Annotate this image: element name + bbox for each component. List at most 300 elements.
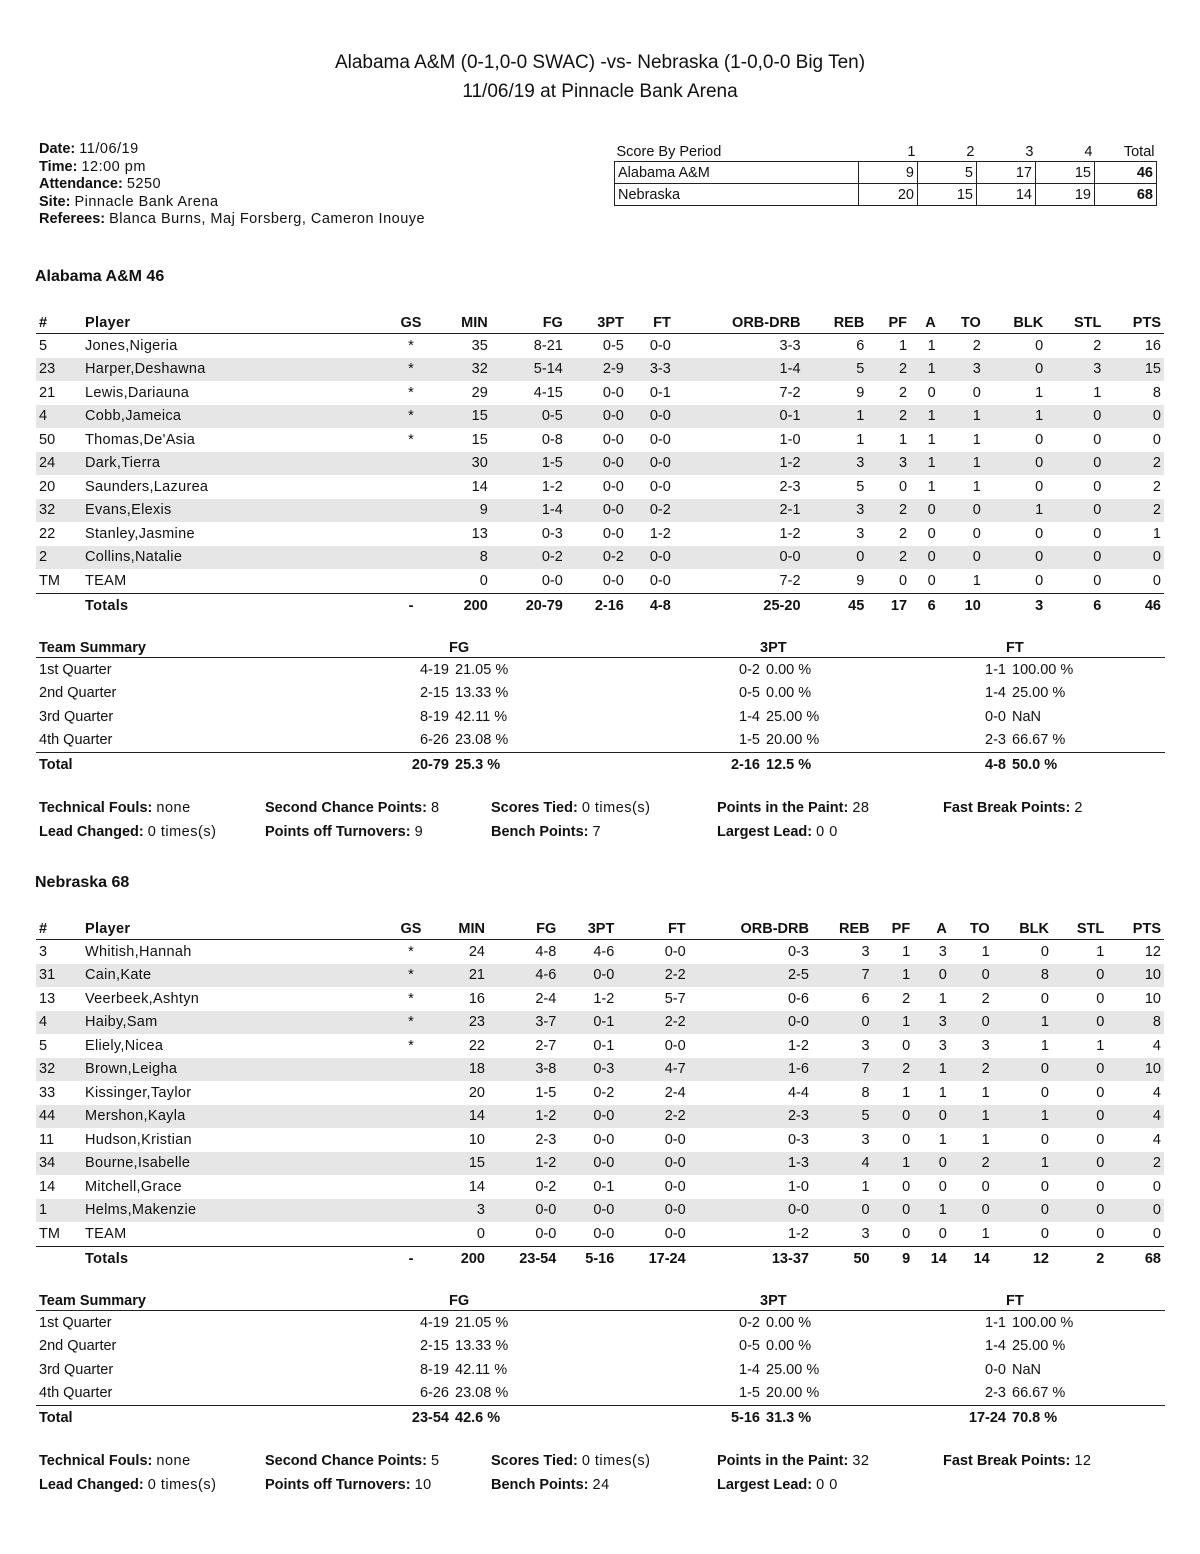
stat-cell: 5-7 — [664, 990, 686, 1007]
stat-cell: * — [408, 431, 414, 448]
stat-cell: 0-0 — [593, 1131, 615, 1148]
summary-cell: 13.33 % — [455, 685, 509, 702]
stat-cell: 0-0 — [649, 572, 671, 589]
stat-cell: 2 — [1152, 478, 1161, 495]
player-name: Evans,Elexis — [82, 499, 388, 523]
stat-cell: 22 — [39, 525, 56, 542]
stat-cell: 0-2 — [627, 499, 674, 523]
player-row — [36, 964, 1164, 988]
summary-cell: 42.11 % — [455, 708, 508, 725]
summary-row — [36, 1335, 1165, 1359]
stat-cell: 1 — [856, 431, 865, 448]
date-line: Date: 11/06/19 — [39, 141, 139, 157]
totals-row — [36, 593, 1164, 618]
stat-cell: 0 — [1152, 1225, 1161, 1242]
stat-cell: 3 — [1046, 358, 1104, 382]
player-name: Kissinger,Taylor — [85, 1084, 192, 1101]
stat-cell: 0 — [984, 546, 1046, 570]
misc-label: Fast Break Points: — [943, 800, 1071, 816]
stat-cell: 0-0 — [689, 1011, 812, 1035]
stat-cell: 15 — [434, 1152, 488, 1176]
stat-cell: 2 — [867, 405, 910, 429]
stat-cell: 0-0 — [617, 1152, 688, 1176]
summary-cell: NaN — [1012, 1361, 1042, 1378]
stat-cell: 0 — [1104, 546, 1164, 570]
stat-cell — [388, 546, 434, 570]
stat-cell: 21 — [434, 964, 488, 988]
player-name: Eliely,Nicea — [85, 1037, 164, 1054]
stat-cell: 3 — [39, 943, 48, 960]
summary-cell: 25.3 % — [449, 753, 645, 777]
total-cell — [36, 593, 82, 618]
summary-cell: 20.00 % — [766, 1385, 820, 1402]
game-title: Alabama A&M (0-1,0-0 SWAC) -vs- Nebraska (1-0,0-0 Big Ten) — [334, 52, 866, 73]
stat-cell: 9 — [856, 572, 865, 589]
stat-cell: 35 — [471, 337, 488, 354]
summary-cell: 23.08 % — [455, 1385, 509, 1402]
stat-cell: 0 — [1035, 431, 1044, 448]
stat-cell — [388, 522, 434, 546]
stat-cell: 0 — [1040, 1084, 1049, 1101]
summary-cell: 1-4 — [739, 1361, 760, 1378]
misc-label: Bench Points: — [491, 1477, 589, 1493]
column-header: PTS — [1104, 313, 1164, 334]
summary-cell: 42.6 % — [449, 1406, 645, 1430]
summary-cell: Total — [36, 1406, 379, 1430]
stat-cell: 1-2 — [488, 1152, 559, 1176]
stat-cell: 0 — [950, 1199, 993, 1223]
stat-cell: 34 — [36, 1152, 82, 1176]
stat-cell: 2-9 — [566, 358, 627, 382]
stat-cell: 1 — [981, 1131, 990, 1148]
misc-value: 24 — [592, 1477, 610, 1493]
stat-cell: 0-3 — [559, 1058, 617, 1082]
stat-cell: 1-2 — [541, 478, 563, 495]
stat-cell: 0 — [1096, 1225, 1105, 1242]
stat-cell: 4 — [36, 405, 82, 429]
stat-cell: 2 — [36, 546, 82, 570]
stat-cell: 0 — [1152, 431, 1161, 448]
stat-cell: * — [388, 1011, 434, 1035]
stat-cell: 3 — [804, 499, 868, 523]
column-header: TO — [950, 919, 993, 940]
misc-label: Lead Changed: — [39, 824, 144, 840]
stat-cell: * — [388, 358, 434, 382]
stat-cell: 0 — [1035, 478, 1044, 495]
stat-cell: 0 — [910, 546, 939, 570]
summary-cell: 100.00 % — [1012, 661, 1074, 678]
stat-cell: 0 — [1052, 1199, 1107, 1223]
stat-cell: 0 — [950, 964, 993, 988]
total-cell: 2-16 — [566, 593, 627, 618]
player-name: Collins,Natalie — [82, 546, 388, 570]
stat-cell: 4-7 — [617, 1058, 688, 1082]
total-cell: 12 — [993, 1246, 1052, 1271]
total-header: Total — [1095, 142, 1157, 162]
summary-header — [936, 1292, 1006, 1311]
summary-cell: 0.00 % — [766, 1338, 812, 1355]
stat-cell: 1-4 — [674, 358, 804, 382]
stat-cell: 1 — [910, 358, 939, 382]
stat-cell: 4 — [1152, 1084, 1161, 1101]
stat-cell: 1-2 — [674, 452, 804, 476]
stat-cell: 32 — [36, 1058, 82, 1082]
summary-cell: 0-5 — [739, 685, 760, 702]
stat-cell: 23 — [36, 358, 82, 382]
column-header: TO — [939, 313, 984, 334]
player-name: Jones,Nigeria — [85, 337, 178, 354]
stat-cell: 2-2 — [617, 964, 688, 988]
column-header: PF — [873, 919, 914, 940]
column-header: FT — [617, 919, 688, 940]
total-cell: Totals — [82, 1246, 388, 1271]
stat-cell: * — [408, 990, 414, 1007]
column-header: REB — [812, 919, 873, 940]
summary-cell: 3rd Quarter — [39, 708, 114, 725]
column-header: BLK — [993, 919, 1052, 940]
stat-cell: 0 — [938, 1225, 947, 1242]
stat-cell: 4 — [36, 1011, 82, 1035]
player-name: Haiby,Sam — [82, 1011, 388, 1035]
stat-cell: 0-8 — [541, 431, 563, 448]
misc-pot — [265, 824, 423, 840]
stat-cell: 0 — [1152, 1178, 1161, 1195]
stat-cell: 0 — [972, 384, 981, 401]
stat-cell: 10 — [468, 1131, 485, 1148]
stat-cell: 1 — [1096, 1037, 1105, 1054]
column-header: # — [36, 313, 82, 334]
player-row — [36, 405, 1164, 429]
stat-cell: 0 — [873, 1105, 914, 1129]
period-header: 1 — [859, 142, 918, 162]
summary-header — [645, 639, 760, 658]
total-cell: 10 — [939, 593, 984, 618]
total-cell: 2 — [1052, 1246, 1107, 1271]
stat-cell: 0 — [902, 1131, 911, 1148]
misc-label: Scores Tied: — [491, 800, 578, 816]
stat-cell: 3-3 — [627, 358, 674, 382]
stat-cell: 0 — [1096, 990, 1105, 1007]
stat-cell: 13 — [39, 990, 56, 1007]
player-name: Hudson,Kristian — [85, 1131, 192, 1148]
stat-cell: 0 — [898, 572, 908, 589]
stat-cell: 2-2 — [617, 1105, 688, 1129]
stat-cell: 1 — [939, 452, 984, 476]
summary-cell: 1-4 — [985, 1338, 1006, 1355]
summary-cell: 70.8 % — [1006, 1406, 1165, 1430]
stat-cell: 7 — [812, 964, 873, 988]
summary-cell: 4th Quarter — [39, 732, 113, 749]
team-summary-table — [36, 1292, 1165, 1430]
stat-cell: 8-21 — [533, 337, 563, 354]
stat-cell — [388, 475, 434, 499]
summary-cell: 42.11 % — [455, 1361, 508, 1378]
summary-cell: 25.00 % — [766, 1361, 820, 1378]
stat-cell: 1 — [984, 405, 1046, 429]
misc-value: 9 — [414, 824, 424, 840]
stat-cell: 0-0 — [649, 478, 671, 495]
stat-cell: 18 — [434, 1058, 488, 1082]
stat-cell: 5 — [812, 1105, 873, 1129]
stat-cell: 2 — [972, 337, 981, 354]
stat-cell: 0 — [984, 358, 1046, 382]
stat-cell: 0-0 — [664, 1225, 686, 1242]
column-header: 3PT — [559, 919, 617, 940]
column-header: Player — [82, 919, 388, 940]
misc-value: 5 — [430, 1453, 440, 1469]
stat-cell: 3 — [939, 358, 984, 382]
player-row — [36, 499, 1164, 523]
total-cell: 4-8 — [627, 593, 674, 618]
stat-cell: 0 — [479, 572, 488, 589]
stat-cell: TM — [39, 1225, 60, 1242]
misc-value: 28 — [852, 800, 870, 816]
misc-largest — [717, 1477, 838, 1493]
stat-cell: 0 — [913, 1105, 950, 1129]
stat-cell: 6 — [856, 337, 865, 354]
stat-cell: 4 — [1107, 1105, 1164, 1129]
stat-cell: 0 — [1040, 1225, 1049, 1242]
stat-cell: 2-1 — [674, 499, 804, 523]
player-name: Lewis,Dariauna — [85, 384, 190, 401]
stat-cell: 8 — [1152, 384, 1161, 401]
game-info — [39, 141, 425, 229]
stat-cell: 1-2 — [787, 1037, 809, 1054]
stat-cell: 0 — [1046, 405, 1104, 429]
stat-cell: 7-2 — [779, 572, 801, 589]
stat-cell: 0-2 — [491, 546, 566, 570]
column-header: Player — [82, 313, 388, 334]
stat-cell: 15 — [434, 405, 491, 429]
summary-header: FT — [1006, 1292, 1165, 1311]
stat-cell: 0 — [804, 546, 868, 570]
stat-cell: 1 — [1096, 943, 1105, 960]
misc-label: Technical Fouls: — [39, 1453, 153, 1469]
column-header: A — [910, 313, 939, 334]
stat-cell: 0-1 — [674, 405, 804, 429]
stat-cell: 2-3 — [535, 1131, 557, 1148]
total-cell: 45 — [804, 593, 868, 618]
total-cell: 200 — [434, 593, 491, 618]
stat-cell: 1 — [861, 1178, 870, 1195]
stat-cell: 14 — [39, 1178, 56, 1195]
totals-row — [36, 1246, 1164, 1271]
summary-cell: 4th Quarter — [39, 1385, 113, 1402]
summary-cell: 1-1 — [985, 1314, 1006, 1331]
stat-cell: 2-4 — [535, 990, 557, 1007]
stat-cell: 0-1 — [593, 1178, 615, 1195]
period-row-away: Alabama A&M 9 5 17 15 46 — [615, 162, 1157, 184]
stat-cell: 1-2 — [779, 525, 801, 542]
player-name: Veerbeek,Ashtyn — [85, 990, 200, 1007]
column-header: PTS — [1107, 919, 1164, 940]
summary-cell: 0-5 — [739, 1338, 760, 1355]
stat-cell: 0-1 — [559, 1011, 617, 1035]
misc-value: none — [156, 1453, 191, 1469]
stat-cell: 0-0 — [627, 546, 674, 570]
misc-value: 2 — [1074, 800, 1083, 816]
summary-cell: 2-15 — [419, 1338, 449, 1355]
player-row — [36, 1152, 1164, 1176]
stat-cell: 1 — [972, 478, 981, 495]
stat-cell: 3 — [804, 452, 868, 476]
stat-cell: * — [388, 964, 434, 988]
stat-cell: 4 — [1152, 1131, 1161, 1148]
total-cell: 6 — [1046, 593, 1104, 618]
summary-cell: 0.00 % — [766, 661, 812, 678]
misc-label: Technical Fouls: — [39, 800, 153, 816]
summary-header: FT — [1006, 639, 1165, 658]
player-row — [36, 1128, 1164, 1152]
time-line: Time: 12:00 pm — [39, 158, 146, 175]
stat-cell: 0-0 — [649, 337, 671, 354]
misc-label: Lead Changed: — [39, 1477, 144, 1493]
player-name: Saunders,Lazurea — [85, 478, 209, 495]
total-cell: 68 — [1107, 1246, 1164, 1271]
stat-cell: 2 — [867, 499, 910, 523]
stat-cell: * — [388, 405, 434, 429]
misc-lead — [39, 824, 216, 840]
stat-cell: 0 — [972, 525, 981, 542]
player-row — [36, 1199, 1164, 1223]
stat-cell: 1-6 — [689, 1058, 812, 1082]
stat-cell: 3 — [867, 452, 910, 476]
stat-cell: 5 — [39, 1037, 48, 1054]
stat-cell: 0-0 — [535, 1225, 557, 1242]
stat-cell: 8 — [993, 964, 1052, 988]
stat-cell: 1 — [873, 1011, 914, 1035]
stat-cell: 1 — [1035, 384, 1044, 401]
score-by-period-table — [614, 142, 1157, 206]
stat-cell: 0-5 — [602, 337, 624, 354]
stat-cell: 0-0 — [488, 1199, 559, 1223]
summary-cell: 23-54 — [379, 1406, 449, 1430]
stat-cell: 1-5 — [535, 1084, 557, 1101]
total-cell: 17-24 — [617, 1246, 688, 1271]
column-header: PF — [867, 313, 910, 334]
stat-cell: 0 — [1040, 943, 1049, 960]
stat-cell: 13 — [471, 525, 488, 542]
column-header: REB — [804, 313, 868, 334]
stat-cell: 5 — [39, 337, 48, 354]
stat-cell: 0 — [1052, 1152, 1107, 1176]
stat-cell: 0 — [1052, 1105, 1107, 1129]
summary-cell: 1-5 — [739, 1385, 760, 1402]
summary-cell: 6-26 — [419, 732, 449, 749]
misc-tech — [39, 800, 191, 816]
stat-cell: 0 — [927, 384, 936, 401]
stat-cell: 14 — [468, 1178, 485, 1195]
stat-cell: 0-0 — [602, 431, 624, 448]
summary-row — [36, 1311, 1165, 1335]
stat-cell: 0-0 — [566, 499, 627, 523]
misc-fast — [943, 1453, 1092, 1469]
stat-cell: 20 — [39, 478, 56, 495]
total-cell: 3 — [984, 593, 1046, 618]
stat-cell: 1 — [910, 452, 939, 476]
stat-cell: 0 — [939, 546, 984, 570]
summary-cell: 0-2 — [739, 1314, 760, 1331]
summary-cell: 21.05 % — [455, 661, 509, 678]
stat-cell: 3 — [938, 943, 947, 960]
stat-cell: 7-2 — [779, 384, 801, 401]
stat-cell: 0-0 — [559, 964, 617, 988]
stat-cell: 1-2 — [787, 1225, 809, 1242]
stat-cell: 1-2 — [593, 990, 615, 1007]
stat-cell: 14 — [434, 1105, 488, 1129]
stat-cell: 0 — [1052, 1011, 1107, 1035]
summary-cell: 1-4 — [739, 708, 760, 725]
stat-cell: 11 — [39, 1131, 55, 1148]
player-name: Harper,Deshawna — [82, 358, 388, 382]
stat-cell: 0-2 — [535, 1178, 557, 1195]
stat-cell: 0-0 — [559, 1105, 617, 1129]
total-cell: 5-16 — [559, 1246, 617, 1271]
stat-cell: 0-3 — [787, 1131, 809, 1148]
stat-cell: 0 — [812, 1199, 873, 1223]
period-header: 2 — [918, 142, 977, 162]
player-row — [36, 569, 1164, 593]
stat-cell: 1 — [981, 1084, 990, 1101]
stat-cell: 1-4 — [491, 499, 566, 523]
stat-cell — [388, 1128, 434, 1152]
player-name: Cobb,Jameica — [82, 405, 388, 429]
summary-cell: 20.00 % — [766, 732, 820, 749]
stat-cell: 0 — [981, 1178, 990, 1195]
player-row — [36, 358, 1164, 382]
summary-cell: 1-1 — [985, 661, 1006, 678]
team-heading: Nebraska 68 — [35, 874, 130, 891]
stat-cell: 2 — [898, 384, 908, 401]
stat-cell: 1 — [898, 431, 908, 448]
box-score-table — [36, 919, 1164, 1271]
stat-cell: 0-6 — [787, 990, 809, 1007]
misc-value: 8 — [430, 800, 440, 816]
misc-label: Points off Turnovers: — [265, 1477, 411, 1493]
stat-cell: 0-0 — [649, 431, 671, 448]
player-name: Thomas,De'Asia — [85, 431, 196, 448]
stat-cell — [388, 1199, 434, 1223]
stat-cell: 2 — [1093, 337, 1102, 354]
player-name: Brown,Leigha — [82, 1058, 388, 1082]
referees-line: Referees: Blanca Burns, Maj Forsberg, Cameron Inouye — [39, 211, 426, 227]
stat-cell: 0 — [913, 964, 950, 988]
stat-cell: 0-0 — [627, 452, 674, 476]
stat-cell: 50 — [39, 431, 56, 448]
summary-cell: 25.00 % — [1012, 685, 1066, 702]
misc-label: Second Chance Points: — [265, 1453, 427, 1469]
stat-cell: 0 — [913, 1152, 950, 1176]
stat-cell: 0 — [1035, 337, 1044, 354]
summary-cell: 2nd Quarter — [39, 685, 117, 702]
summary-cell: 25.00 % — [1012, 1338, 1066, 1355]
total-cell: Totals — [82, 593, 388, 618]
stat-cell: 0 — [938, 1178, 947, 1195]
stat-cell: 0 — [873, 1199, 914, 1223]
stat-cell — [388, 1081, 434, 1105]
player-row — [36, 1222, 1164, 1246]
misc-value: 0 times(s) — [581, 1453, 651, 1469]
stat-cell: 20 — [468, 1084, 485, 1101]
total-cell — [36, 1246, 82, 1271]
stat-cell: 44 — [36, 1105, 82, 1129]
team-summary-table — [36, 639, 1165, 777]
total-cell: 23-54 — [488, 1246, 559, 1271]
stat-cell: 3 — [861, 943, 870, 960]
stat-cell: 0 — [1040, 1131, 1049, 1148]
stat-cell: 0 — [927, 525, 936, 542]
column-header: FT — [627, 313, 674, 334]
